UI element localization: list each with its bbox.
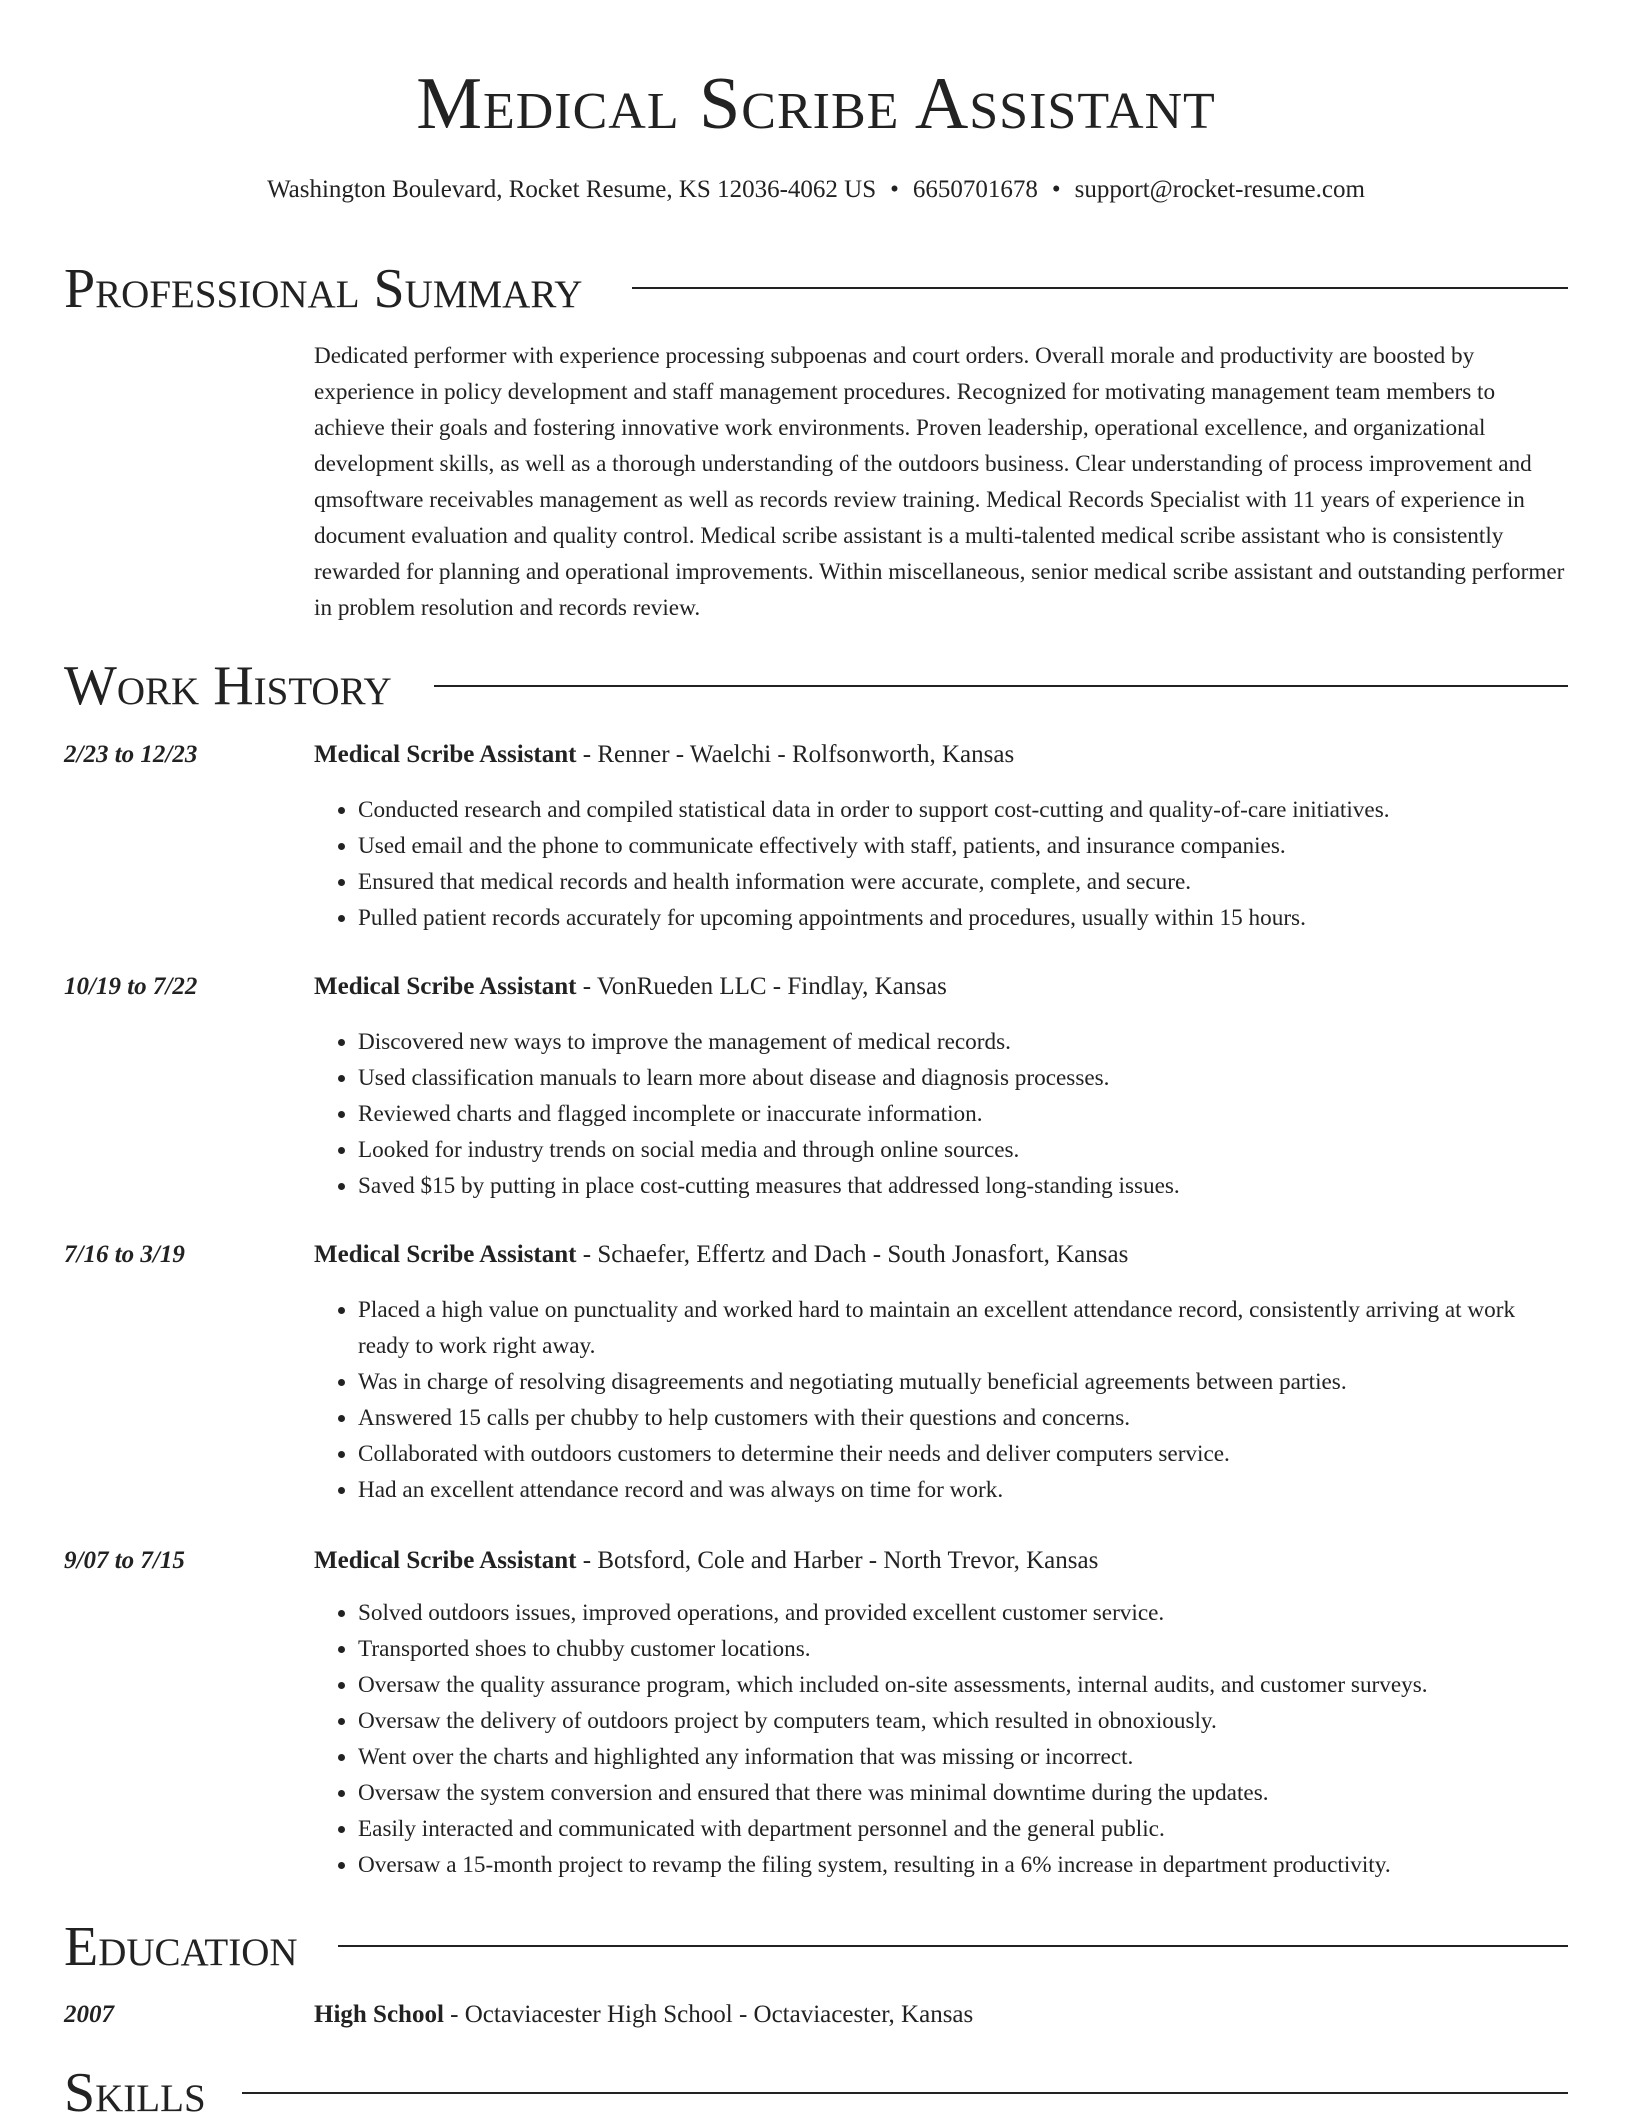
- resume-name: Medical Scribe Assistant: [416, 63, 1216, 145]
- job-header: [314, 1237, 1570, 1273]
- job-bullet: • Went over the charts and highlighted any information that was missing or incorrect.: [358, 1739, 1570, 1775]
- job-header: [314, 737, 1570, 773]
- job-bullets: [314, 1292, 1570, 1508]
- contact-line: [0, 172, 1632, 208]
- job-header: [314, 1543, 1570, 1579]
- job-bullets: [314, 1595, 1570, 1883]
- contact-separator: •: [1051, 176, 1061, 203]
- job-bullet: • Used email and the phone to communicate effectively with staff, patients, and insurance companies.: [358, 828, 1570, 864]
- education-school: - Octaviacester High School - Octaviacester, Kansas: [443, 2001, 974, 2028]
- job-employer: - Renner - Waelchi - Rolfsonworth, Kansas: [576, 741, 1015, 768]
- job-bullet: • Was in charge of resolving disagreements and negotiating mutually beneficial agreements between parties.: [358, 1364, 1570, 1400]
- job-title: Medical Scribe Assistant: [314, 1241, 577, 1268]
- job-dates: 9/07 to 7/15: [64, 1547, 185, 1574]
- job-bullets: [314, 1024, 1570, 1204]
- contact-email: support@rocket-resume.com: [1074, 176, 1365, 203]
- job-bullet: • Conducted research and compiled statistical data in order to support cost-cutting and quality-of-care initiatives.: [358, 792, 1570, 828]
- job-employer: - Schaefer, Effertz and Dach - South Jonasfort, Kansas: [576, 1241, 1129, 1268]
- job-dates: 10/19 to 7/22: [64, 973, 198, 1000]
- job-bullets: [314, 792, 1570, 936]
- section-title-work-history: Work History: [64, 655, 392, 717]
- job-bullet: • Placed a high value on punctuality and worked hard to maintain an excellent attendance record, consistently arriving at work ready to work right away.: [358, 1292, 1570, 1364]
- job-bullet: • Oversaw a 15-month project to revamp the filing system, resulting in a 6% increase in department productivity.: [358, 1847, 1570, 1883]
- summary-text: Dedicated performer with experience processing subpoenas and court orders. Overall morale and productivity are boosted by experience in policy development and staff management procedures. Recognized for motivating management team members to achieve their goals and fostering innovative work environments. Proven leadership, operational excellence, and organizational development skills, as well as a thorough understanding of the outdoors business. Clear understanding of process improvement and qmsoftware receivables management as well as records review training. Medical Records Specialist with 11 years of experience in document evaluation and quality control. Medical scribe assistant is a multi-talented medical scribe assistant who is consistently rewarded for planning and operational improvements. Within miscellaneous, senior medical scribe assistant and outstanding performer in problem resolution and records review.: [314, 343, 1565, 621]
- education-entry: [314, 1997, 1570, 2033]
- job-bullet: • Oversaw the system conversion and ensured that there was minimal downtime during the updates.: [358, 1775, 1570, 1811]
- section-title-summary: Professional Summary: [64, 258, 583, 320]
- job-title: Medical Scribe Assistant: [314, 973, 577, 1000]
- job-bullet: • Looked for industry trends on social media and through online sources.: [358, 1132, 1570, 1168]
- section-title-education: Education: [64, 1916, 298, 1978]
- job-bullet: • Oversaw the delivery of outdoors project by computers team, which resulted in obnoxiously.: [358, 1703, 1570, 1739]
- section-divider: [434, 685, 1568, 687]
- job-bullet: • Transported shoes to chubby customer locations.: [358, 1631, 1570, 1667]
- job-bullet: • Collaborated with outdoors customers to determine their needs and deliver computers service.: [358, 1436, 1570, 1472]
- job-title: Medical Scribe Assistant: [314, 1547, 577, 1574]
- job-bullet: • Answered 15 calls per chubby to help customers with their questions and concerns.: [358, 1400, 1570, 1436]
- job-bullet: • Discovered new ways to improve the management of medical records.: [358, 1024, 1570, 1060]
- contact-address: Washington Boulevard, Rocket Resume, KS 12036-4062 US: [267, 176, 877, 203]
- job-title: Medical Scribe Assistant: [314, 741, 577, 768]
- job-employer: - VonRueden LLC - Findlay, Kansas: [576, 973, 947, 1000]
- contact-phone: 6650701678: [912, 176, 1038, 203]
- contact-separator: •: [890, 176, 899, 203]
- job-bullet: • Easily interacted and communicated with department personnel and the general public.: [358, 1811, 1570, 1847]
- job-header: [314, 969, 1570, 1005]
- job-bullet: • Had an excellent attendance record and was always on time for work.: [358, 1472, 1570, 1508]
- job-bullet: • Oversaw the quality assurance program, which included on-site assessments, internal audits, and customer surveys.: [358, 1667, 1570, 1703]
- job-bullet: • Ensured that medical records and health information were accurate, complete, and secure.: [358, 864, 1570, 900]
- education-year: 2007: [64, 2001, 114, 2028]
- job-bullet: • Used classification manuals to learn more about disease and diagnosis processes.: [358, 1060, 1570, 1096]
- section-divider: [632, 287, 1568, 289]
- education-degree: High School: [314, 2001, 444, 2028]
- section-divider: [242, 2092, 1568, 2094]
- job-dates: 7/16 to 3/19: [64, 1241, 185, 1268]
- job-bullet: • Solved outdoors issues, improved operations, and provided excellent customer service.: [358, 1595, 1570, 1631]
- section-title-skills: Skills: [64, 2062, 206, 2124]
- job-bullet: • Reviewed charts and flagged incomplete or inaccurate information.: [358, 1096, 1570, 1132]
- section-divider: [338, 1945, 1568, 1947]
- job-dates: 2/23 to 12/23: [64, 741, 198, 768]
- job-employer: - Botsford, Cole and Harber - North Trevor, Kansas: [576, 1547, 1099, 1574]
- job-bullet: • Pulled patient records accurately for upcoming appointments and procedures, usually within 15 hours.: [358, 900, 1570, 936]
- job-bullet: • Saved $15 by putting in place cost-cutting measures that addressed long-standing issues.: [358, 1168, 1570, 1204]
